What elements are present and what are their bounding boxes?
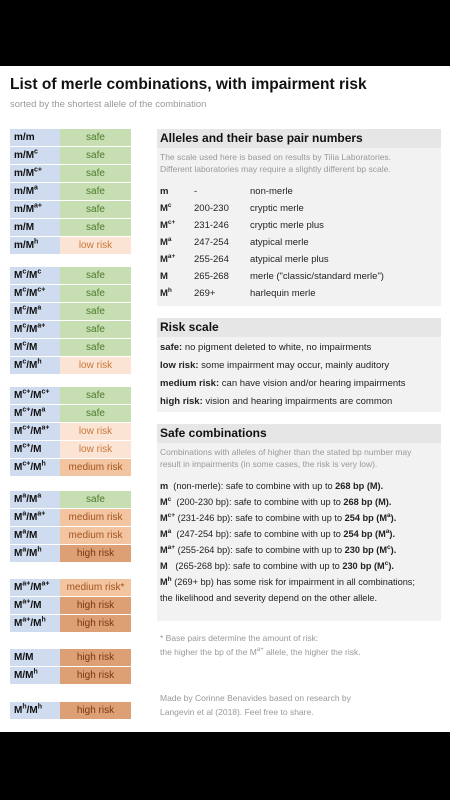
combo-row	[10, 527, 131, 544]
combo-name: $M^{c+}/M^{c+}$	[10, 387, 60, 404]
combo-row	[10, 129, 131, 146]
combo-row	[10, 649, 131, 666]
allele-name: $M^{c+}$	[160, 218, 176, 231]
combo-name: $M^c/M^{a+}$	[10, 321, 60, 338]
alleles-note-1: The scale used here is based on results by Tilia Laboratories.	[160, 152, 392, 162]
combo-risk: high risk	[60, 702, 131, 719]
harlequin-note-2: the likelihood and severity depend on the other allele.	[160, 593, 378, 603]
combo-name: $M^c/M^{c+}$	[10, 285, 60, 302]
allele-row	[157, 251, 441, 268]
allele-row	[157, 285, 441, 302]
allele-bp: 255-264	[194, 254, 229, 265]
allele-bp: 269+	[194, 288, 216, 299]
allele-row	[157, 234, 441, 251]
combo-risk: safe	[60, 387, 131, 404]
allele-bp: 200-230	[194, 203, 229, 214]
allele-bp: 265-268	[194, 271, 229, 282]
combo-risk: safe	[60, 165, 131, 182]
combo-row	[10, 405, 131, 422]
footnote-line-1: * Base pairs determine the amount of risk:	[160, 633, 319, 643]
combo-row	[10, 597, 131, 614]
combo-name: $M^{a+}/M^h$	[10, 615, 60, 632]
allele-desc: cryptic merle	[250, 203, 304, 214]
page-subtitle: sorted by the shortest allele of the combination	[10, 99, 207, 110]
safe-combinations-section	[157, 443, 441, 621]
footnote-line-2: the higher the bp of the $M^{a+}$ allele, the higher the risk.	[160, 647, 361, 657]
combo-name: $M^{c+}/M^h$	[10, 459, 60, 476]
combo-row	[10, 387, 131, 404]
allele-name: $M^h$	[160, 286, 172, 299]
risk-scale-heading: Risk scale	[157, 318, 441, 337]
allele-bp: 231-246	[194, 220, 229, 231]
combo-name: $M^c/M^c$	[10, 267, 60, 284]
combo-risk: safe	[60, 183, 131, 200]
combo-row	[10, 667, 131, 684]
allele-row	[157, 217, 441, 234]
combo-row	[10, 615, 131, 632]
allele-row	[157, 200, 441, 217]
combo-name: $m/M^c$	[10, 147, 60, 164]
combo-group	[10, 491, 131, 563]
combo-group	[10, 387, 131, 477]
combo-name: $M^a/M^h$	[10, 545, 60, 562]
combo-risk: low risk	[60, 237, 131, 254]
combo-name: M/M	[10, 649, 60, 666]
risk-scale-row: high risk: vision and hearing impairments are common	[160, 396, 393, 407]
combo-row	[10, 165, 131, 182]
combo-group	[10, 649, 131, 685]
allele-desc: merle ("classic/standard merle")	[250, 271, 384, 282]
combo-risk: medium risk	[60, 509, 131, 526]
combo-name: $m/M^h$	[10, 237, 60, 254]
combo-row	[10, 579, 131, 596]
combo-name: $M^a/M$	[10, 527, 60, 544]
combo-name: $M^c/M^a$	[10, 303, 60, 320]
combo-name: $M^c/M^h$	[10, 357, 60, 374]
combo-group	[10, 129, 131, 255]
combo-risk: medium risk	[60, 459, 131, 476]
allele-row	[157, 183, 441, 200]
safe-combination-row: M (265-268 bp): safe to combine with up to 230 bp $(M^c)$.	[160, 559, 394, 571]
combo-row	[10, 147, 131, 164]
allele-desc: atypical merle	[250, 237, 309, 248]
credit-line-1: Made by Corinne Benavides based on research by	[160, 693, 351, 703]
risk-scale-section	[157, 337, 441, 412]
safe-combination-row: $M^c$ (200-230 bp): safe to combine with up to 268 bp (M).	[160, 495, 392, 507]
allele-name: m	[160, 186, 169, 197]
combo-name: $M/M^h$	[10, 667, 60, 684]
allele-bp: -	[194, 186, 198, 197]
combo-row	[10, 237, 131, 254]
combo-risk: safe	[60, 147, 131, 164]
combo-risk: safe	[60, 285, 131, 302]
combo-group	[10, 702, 131, 720]
safe-combinations-heading: Safe combinations	[157, 424, 441, 443]
combo-row	[10, 491, 131, 508]
combo-row	[10, 509, 131, 526]
combo-name: $M^{c+}/M$	[10, 441, 60, 458]
allele-name: $M^a$	[160, 235, 172, 248]
combo-name: m/M	[10, 219, 60, 236]
combo-row	[10, 321, 131, 338]
safe-note-1: Combinations with alleles of higher than the stated bp number may	[160, 447, 412, 457]
combo-name: $m/M^a$	[10, 183, 60, 200]
combo-row	[10, 267, 131, 284]
combo-risk: safe	[60, 491, 131, 508]
combo-group	[10, 267, 131, 375]
safe-note-2: result in impairments (in some cases, the risk is very low).	[160, 459, 378, 469]
combo-row	[10, 702, 131, 719]
combo-risk: low risk	[60, 441, 131, 458]
combo-row	[10, 201, 131, 218]
combo-risk: low risk	[60, 423, 131, 440]
combo-name: $M^{a+}/M^{a+}$	[10, 579, 60, 596]
alleles-note-2: Different laboratories may require a slightly different bp scale.	[160, 164, 391, 174]
combo-row	[10, 183, 131, 200]
alleles-section	[157, 148, 441, 306]
combo-row	[10, 357, 131, 374]
combo-row	[10, 303, 131, 320]
allele-name: M	[160, 271, 168, 282]
risk-scale-row: low risk: some impairment may occur, mainly auditory	[160, 360, 390, 371]
allele-row	[157, 268, 441, 285]
combo-name: $M^a/M^a$	[10, 491, 60, 508]
combo-name: m/m	[10, 129, 60, 146]
page-title: List of merle combinations, with impairment risk	[10, 76, 367, 93]
combo-risk: safe	[60, 129, 131, 146]
combo-risk: high risk	[60, 545, 131, 562]
combo-row	[10, 219, 131, 236]
combo-risk: safe	[60, 321, 131, 338]
combo-risk: safe	[60, 267, 131, 284]
risk-scale-list	[157, 339, 441, 411]
combo-name: $m/M^{c+}$	[10, 165, 60, 182]
infographic-page	[0, 66, 450, 732]
allele-desc: atypical merle plus	[250, 254, 329, 265]
credit-line-2: Langevin et al (2018). Feel free to share.	[160, 707, 314, 717]
combo-name: $M^{c+}/M^{a+}$	[10, 423, 60, 440]
combo-row	[10, 459, 131, 476]
combo-name: $M^h/M^h$	[10, 702, 60, 719]
combo-row	[10, 423, 131, 440]
risk-scale-row: safe: no pigment deleted to white, no impairments	[160, 342, 372, 353]
combo-risk: high risk	[60, 667, 131, 684]
safe-combination-list	[157, 478, 441, 574]
risk-scale-row: medium risk: can have vision and/or hearing impairments	[160, 378, 406, 389]
combo-row	[10, 441, 131, 458]
combo-name: $M^{c+}/M^a$	[10, 405, 60, 422]
combo-row	[10, 339, 131, 356]
allele-desc: cryptic merle plus	[250, 220, 324, 231]
combo-name: $M^{a+}/M$	[10, 597, 60, 614]
combo-risk: high risk	[60, 649, 131, 666]
combo-risk: safe	[60, 339, 131, 356]
combo-row	[10, 285, 131, 302]
combo-row	[10, 545, 131, 562]
alleles-heading: Alleles and their base pair numbers	[157, 129, 441, 148]
combo-risk: safe	[60, 219, 131, 236]
safe-combination-row: $M^{c+}$ (231-246 bp): safe to combine with up to 254 bp $(M^a)$.	[160, 511, 397, 523]
combo-name: $M^c/M$	[10, 339, 60, 356]
combo-risk: safe	[60, 201, 131, 218]
combo-name: $m/M^{a+}$	[10, 201, 60, 218]
allele-list	[157, 183, 441, 302]
combo-risk: safe	[60, 405, 131, 422]
safe-combination-row: $M^{a+}$ (255-264 bp): safe to combine with up to 230 bp $(M^c)$.	[160, 543, 397, 555]
combo-group	[10, 579, 131, 633]
allele-name: $M^c$	[160, 201, 172, 214]
allele-bp: 247-254	[194, 237, 229, 248]
combo-risk: high risk	[60, 597, 131, 614]
allele-desc: harlequin merle	[250, 288, 316, 299]
allele-name: $M^{a+}$	[160, 252, 176, 265]
combo-name: $M^a/M^{a+}$	[10, 509, 60, 526]
combo-risk: medium risk*	[60, 579, 131, 596]
safe-combination-row: $M^a$ (247-254 bp): safe to combine with up to 254 bp $(M^a)$.	[160, 527, 396, 539]
safe-combination-row: m (non-merle): safe to combine with up to 268 bp (M).	[160, 481, 384, 491]
combo-risk: safe	[60, 303, 131, 320]
allele-desc: non-merle	[250, 186, 293, 197]
harlequin-note-1: $M^h$ (269+ bp) has some risk for impairment in all combinations;	[160, 575, 415, 587]
combo-risk: medium risk	[60, 527, 131, 544]
combo-risk: low risk	[60, 357, 131, 374]
combo-risk: high risk	[60, 615, 131, 632]
